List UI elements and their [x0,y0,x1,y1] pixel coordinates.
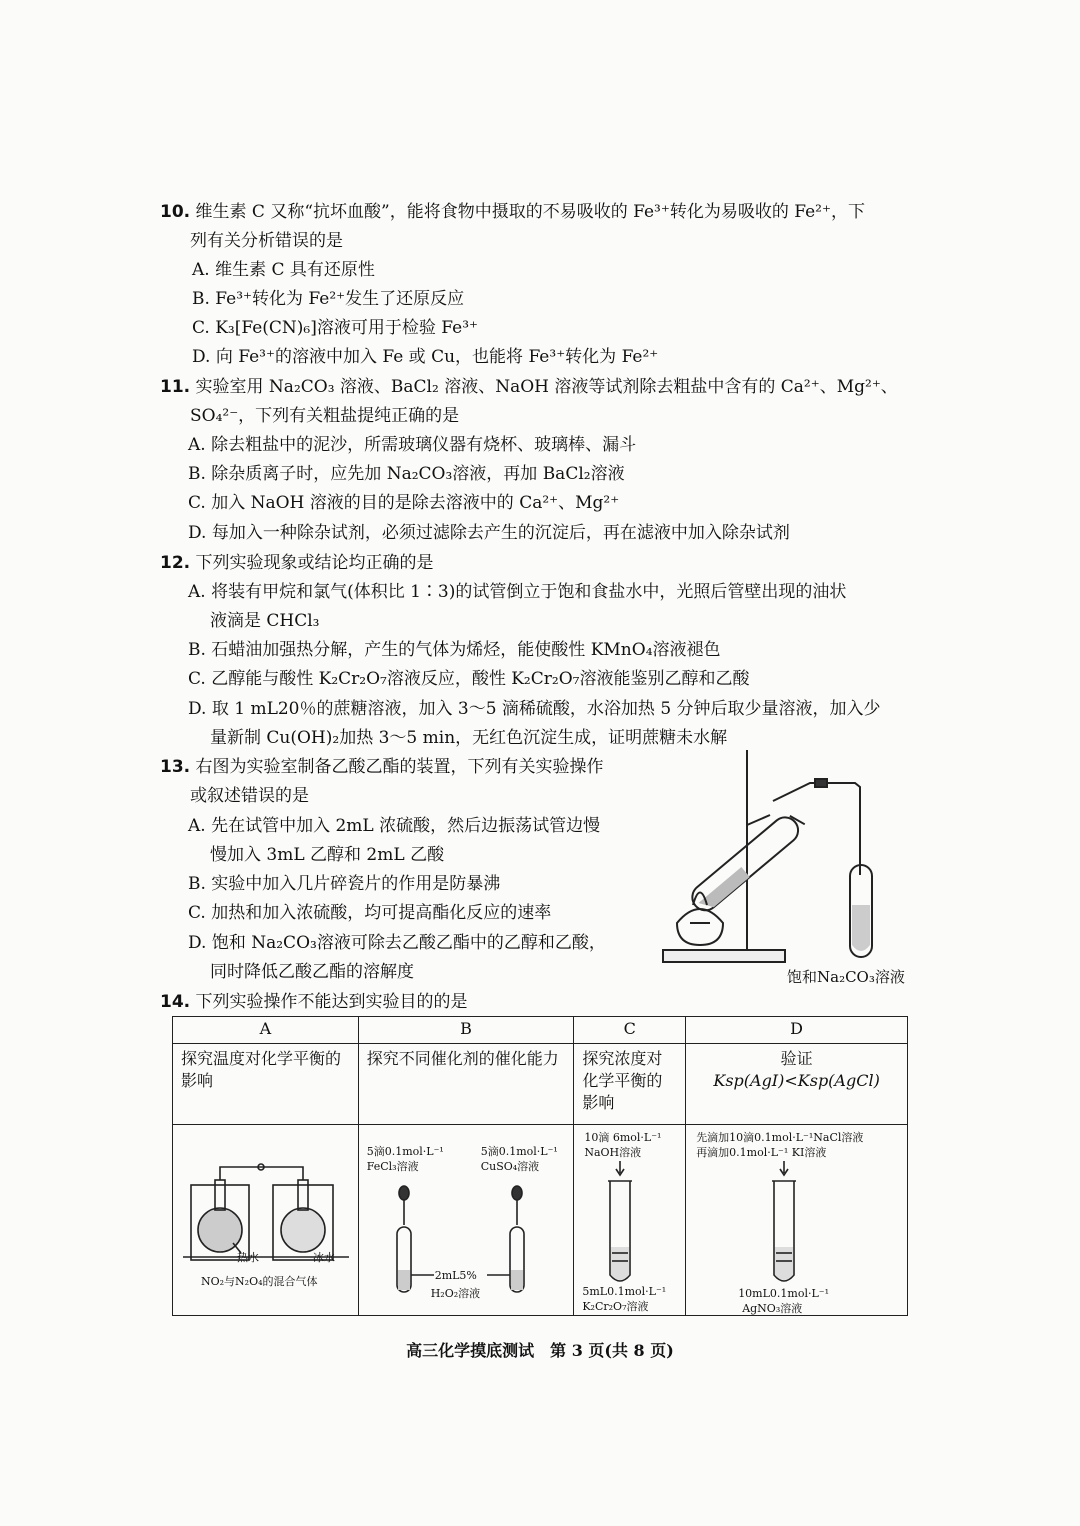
c-reagent-2: NaOH溶液 [584,1146,642,1159]
option-a-cont: 液滴是 CHCl₃ [210,611,320,631]
purpose-row [173,1044,908,1125]
ice-water-label: 冰水 [313,1251,335,1264]
b-left-reagent-2: FeCl₃溶液 [366,1160,419,1173]
option-d-cont: 同时降低乙酸乙酯的溶解度 [210,962,414,982]
b-left-reagent-1: 5滴0.1mol·L⁻¹ [366,1145,444,1158]
option-c: C. K₃[Fe(CN)₆]溶液可用于检验 Fe³⁺ [192,318,478,338]
b-substrate-1: 2mL5% [434,1269,477,1282]
question-stem: 下列实验操作不能达到实验目的的是 [195,992,468,1012]
purpose-d-formula: Ksp(AgI)<Ksp(AgCl) [713,1071,880,1090]
b-right-reagent-2: CuSO₄溶液 [480,1160,540,1173]
ester-figure-caption: 饱和Na₂CO₃溶液 [787,968,905,986]
option-a: A. 先在试管中加入 2mL 浓硫酸，然后边振荡试管边慢 [188,816,601,836]
d-solution-1: 10mL0.1mol·L⁻¹ [738,1287,830,1300]
header-d: D [686,1017,908,1044]
gas-mixture-label: NO₂与N₂O₄的混合气体 [201,1275,318,1288]
experiment-table [172,1016,908,1316]
option-a: A. 将装有甲烷和氯气(体积比 1∶3)的试管倒立于饱和食盐水中，光照后管壁出现的油状 [188,582,847,602]
option-c: C. 加热和加入浓硫酸，均可提高酯化反应的速率 [188,903,552,923]
figure-d-cell [686,1125,908,1316]
option-c: C. 乙醇能与酸性 K₂Cr₂O₇溶液反应，酸性 K₂Cr₂O₇溶液能鉴别乙醇和乙酸 [188,669,750,689]
c-solution-2: K₂Cr₂O₇溶液 [582,1300,649,1313]
c-solution-1: 5mL0.1mol·L⁻¹ [582,1285,667,1298]
option-d: D. 饱和 Na₂CO₃溶液可除去乙酸乙酯中的乙醇和乙酸， [188,933,606,953]
purpose-c: 探究浓度对化学平衡的影响 [574,1044,686,1125]
option-a-cont: 慢加入 3mL 乙醇和 2mL 乙酸 [210,845,445,865]
option-d: D. 向 Fe³⁺的溶液中加入 Fe 或 Cu，也能将 Fe³⁺转化为 Fe²⁺ [192,347,659,367]
question-stem: 右图为实验室制备乙酸乙酯的装置，下列有关实验操作 [195,757,604,777]
b-substrate-2: H₂O₂溶液 [430,1287,481,1300]
question-number: 11. [160,377,191,397]
purpose-d-verb: 验证 [780,1049,813,1068]
option-d: D. 每加入一种除杂试剂，必须过滤除去产生的沉淀后，再在滤液中加入除杂试剂 [188,523,790,543]
question-stem: 实验室用 Na₂CO₃ 溶液、BaCl₂ 溶液、NaOH 溶液等试剂除去粗盐中含有的 Ca²⁺、Mg²⁺、 [195,377,898,397]
option-b: B. 除杂质离子时，应先加 Na₂CO₃溶液，再加 BaCl₂溶液 [188,464,625,484]
d-solution-2: AgNO₃溶液 [742,1302,803,1315]
header-b: B [358,1017,574,1044]
page-footer: 高三化学摸底测试 第 3 页(共 8 页) [406,1341,674,1360]
figure-row [173,1125,908,1316]
option-b: B. 实验中加入几片碎瓷片的作用是防暴沸 [188,874,501,894]
d-reagent-2: 再滴加0.1mol·L⁻¹ KI溶液 [696,1146,827,1159]
header-a: A [173,1017,359,1044]
figure-b-cell [358,1125,574,1316]
option-a: A. 除去粗盐中的泥沙，所需玻璃仪器有烧杯、玻璃棒、漏斗 [188,435,637,455]
option-b: B. Fe³⁺转化为 Fe²⁺发生了还原反应 [192,289,465,309]
question-stem: 下列实验现象或结论均正确的是 [195,553,434,573]
question-number: 12. [160,553,191,573]
figure-a-cell [173,1125,359,1316]
option-d: D. 取 1 mL20％的蔗糖溶液，加入 3～5 滴稀硫酸，水浴加热 5 分钟后取少量溶液，加入少 [188,699,881,719]
option-a: A. 维生素 C 具有还原性 [192,260,375,280]
question-stem-cont: 或叙述错误的是 [190,786,309,806]
hot-water-label: 热水 [237,1251,259,1264]
table-header-row [173,1017,908,1044]
figure-c-cell [574,1125,686,1316]
ester-apparatus-figure [655,745,925,970]
header-c: C [574,1017,686,1044]
b-right-reagent-1: 5滴0.1mol·L⁻¹ [480,1145,558,1158]
question-stem-cont: 列有关分析错误的是 [190,231,343,251]
d-reagent-1: 先滴加10滴0.1mol·L⁻¹NaCl溶液 [696,1131,864,1144]
option-b: B. 石蜡油加强热分解，产生的气体为烯烃，能使酸性 KMnO₄溶液褪色 [188,640,721,660]
c-reagent-1: 10滴 6mol·L⁻¹ [584,1131,662,1144]
question-stem-cont: SO₄²⁻，下列有关粗盐提纯正确的是 [190,406,460,426]
question-stem: 维生素 C 又称“抗坏血酸”，能将食物中摄取的不易吸收的 Fe³⁺转化为易吸收的 Fe²⁺，下 [195,202,865,222]
option-d-cont: 量新制 Cu(OH)₂加热 3～5 min，无红色沉淀生成，证明蔗糖未水解 [210,728,728,748]
question-number: 14. [160,992,191,1012]
question-number: 10. [160,202,191,222]
purpose-b: 探究不同催化剂的催化能力 [358,1044,574,1125]
question-number: 13. [160,757,191,777]
purpose-a: 探究温度对化学平衡的影响 [173,1044,359,1125]
purpose-d [686,1044,908,1125]
option-c: C. 加入 NaOH 溶液的目的是除去溶液中的 Ca²⁺、Mg²⁺ [188,493,620,513]
